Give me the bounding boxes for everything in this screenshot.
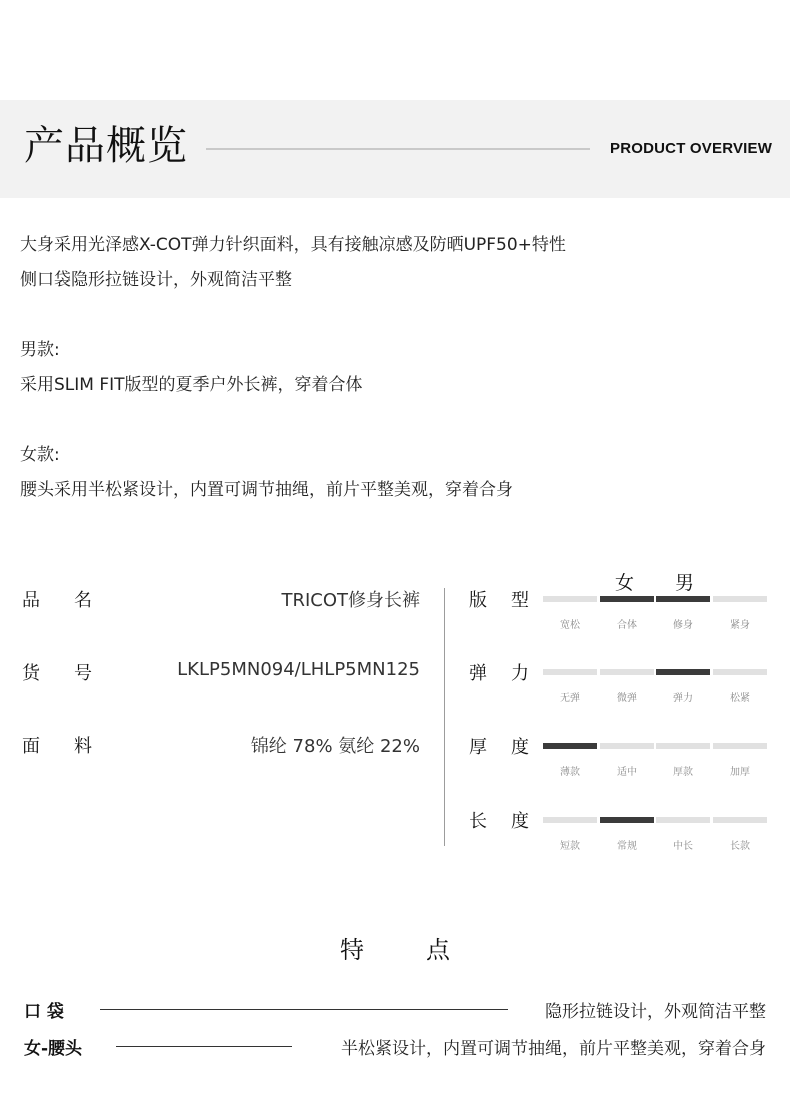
scale-segment bbox=[600, 817, 654, 823]
spec-label-char: 名 bbox=[74, 590, 92, 611]
women-description: 腰头采用半松紧设计，内置可调节抽绳，前片平整美观，穿着合身 bbox=[20, 480, 513, 500]
scale-segment bbox=[600, 743, 654, 749]
page-subtitle-en: PRODUCT OVERVIEW bbox=[610, 140, 773, 157]
scale-label-char: 度 bbox=[511, 737, 529, 758]
spec-label-char: 品 bbox=[22, 590, 40, 611]
scale-option-label: 微弹 bbox=[617, 693, 637, 704]
scale-option-label: 厚款 bbox=[673, 767, 693, 778]
feature-key: 口 袋 bbox=[24, 1002, 64, 1022]
spec-label bbox=[22, 586, 92, 612]
scale-segment bbox=[543, 817, 597, 823]
spec-row-material bbox=[22, 732, 420, 760]
scale-label-char: 力 bbox=[511, 663, 529, 684]
scale-segment bbox=[656, 596, 710, 602]
scale-option-label: 常规 bbox=[617, 841, 637, 852]
spec-label bbox=[22, 659, 92, 685]
scale-label-char: 厚 bbox=[469, 737, 487, 758]
feature-value: 半松紧设计，内置可调节抽绳，前片平整美观，穿着合身 bbox=[341, 1039, 766, 1059]
spec-divider bbox=[444, 588, 445, 846]
scale-option-label: 无弹 bbox=[560, 693, 580, 704]
features-title bbox=[340, 930, 450, 965]
scale-segment bbox=[713, 743, 767, 749]
scale-label bbox=[469, 659, 529, 685]
scale-label-char: 度 bbox=[511, 811, 529, 832]
spec-label-char: 面 bbox=[22, 736, 40, 757]
spec-label-char: 号 bbox=[74, 663, 92, 684]
scale-label-char: 长 bbox=[469, 811, 487, 832]
scale-option-label: 宽松 bbox=[560, 620, 580, 631]
scale-segment bbox=[600, 596, 654, 602]
men-label: 男款: bbox=[20, 340, 60, 360]
scale-option-label: 薄款 bbox=[560, 767, 580, 778]
scale-label bbox=[469, 807, 529, 833]
feature-value: 隐形拉链设计，外观简洁平整 bbox=[545, 1002, 766, 1022]
description-line-2: 侧口袋隐形拉链设计，外观简洁平整 bbox=[20, 270, 292, 290]
scale-bar bbox=[543, 669, 768, 704]
spec-value: LKLP5MN094/LHLP5MN125 bbox=[177, 659, 420, 680]
scale-segment bbox=[543, 596, 597, 602]
scale-label-char: 型 bbox=[511, 590, 529, 611]
spec-row-sku bbox=[22, 659, 420, 687]
overview-header bbox=[0, 100, 790, 198]
scale-option-label: 适中 bbox=[617, 767, 637, 778]
scale-segment bbox=[600, 669, 654, 675]
scale-option-label: 弹力 bbox=[673, 693, 693, 704]
spec-label bbox=[22, 732, 92, 758]
scale-segment bbox=[713, 817, 767, 823]
scale-segment bbox=[543, 743, 597, 749]
scale-segment bbox=[713, 596, 767, 602]
scale-option-label: 长款 bbox=[730, 841, 750, 852]
scale-bar bbox=[543, 743, 768, 778]
scale-segment bbox=[543, 669, 597, 675]
scale-label bbox=[469, 586, 529, 612]
feature-leader-line bbox=[100, 1009, 508, 1010]
feature-row-pocket bbox=[24, 997, 766, 1021]
description-line-1: 大身采用光泽感X-COT弹力针织面料，具有接触凉感及防晒UPF50+特性 bbox=[20, 235, 566, 255]
women-label: 女款: bbox=[20, 445, 60, 465]
female-marker: 女 bbox=[615, 572, 635, 594]
scale-segment bbox=[656, 817, 710, 823]
header-divider bbox=[206, 148, 590, 150]
scale-option-label: 短款 bbox=[560, 841, 580, 852]
features-title-char: 特 bbox=[340, 936, 364, 964]
scale-label-char: 弹 bbox=[469, 663, 487, 684]
men-description: 采用SLIM FIT版型的夏季户外长裤，穿着合体 bbox=[20, 375, 363, 395]
scale-segment bbox=[713, 669, 767, 675]
scale-option-label: 加厚 bbox=[730, 767, 750, 778]
page-title: 产品概览 bbox=[24, 123, 188, 169]
scale-option-label: 中长 bbox=[673, 841, 693, 852]
feature-leader-line bbox=[116, 1046, 292, 1047]
spec-value: TRICOT修身长裤 bbox=[281, 590, 420, 611]
spec-label-char: 货 bbox=[22, 663, 40, 684]
spec-row-name bbox=[22, 586, 420, 614]
scale-option-label: 紧身 bbox=[730, 620, 750, 631]
scale-bar bbox=[543, 817, 768, 852]
scale-segment bbox=[656, 669, 710, 675]
feature-key: 女-腰头 bbox=[24, 1039, 83, 1059]
scale-option-label: 修身 bbox=[673, 620, 693, 631]
scale-label-char: 版 bbox=[469, 590, 487, 611]
scale-label bbox=[469, 733, 529, 759]
scale-option-label: 合体 bbox=[617, 620, 637, 631]
male-marker: 男 bbox=[675, 572, 695, 594]
feature-row-waistband bbox=[24, 1034, 766, 1058]
spec-label-char: 料 bbox=[74, 736, 92, 757]
features-title-char: 点 bbox=[426, 936, 450, 964]
spec-value: 锦纶 78% 氨纶 22% bbox=[250, 736, 420, 757]
scale-segment bbox=[656, 743, 710, 749]
scale-option-label: 松紧 bbox=[730, 693, 750, 704]
scale-bar bbox=[543, 596, 768, 631]
